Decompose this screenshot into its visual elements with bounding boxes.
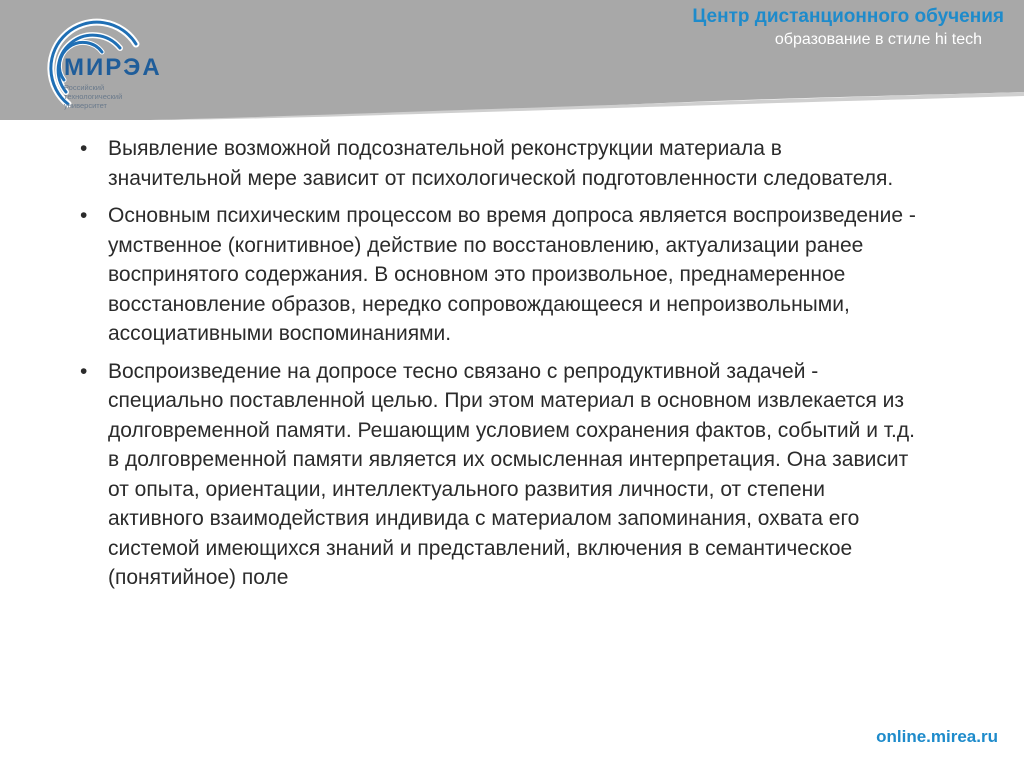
bullet-item — [70, 357, 920, 593]
bullet-item — [70, 201, 920, 349]
bullet-marker: • — [80, 359, 88, 383]
bullet-text: Основным психическим процессом во время допроса является воспроизведение - умственное (когнитивное) действие по восстановлению, актуализации ранее воспринятого содержания. В основном это произвольное, преднамеренное восстановление образов, нередко сопровождающееся и непроизвольными, ассоциативными воспоминаниями. — [108, 204, 916, 345]
bullet-marker: • — [80, 204, 88, 227]
header-banner — [0, 0, 1024, 120]
bullet-text: Воспроизведение на допросе тесно связано с репродуктивной задачей - специально поставленной целью. При этом материал в основном извлекается из долговременной памяти. Решающим условием сохранения фактов, событий и т.д. в долговременной памяти является их осмысленная интерпретация. Она зависит от опыта, ориентации, интеллектуального развития личности, от степени активного взаимодействия индивида с материалом запоминания, охвата его системой имеющихся знаний и представлений, включения в семантическое (понятийное) поле — [108, 359, 915, 589]
logo-wordmark: МИРЭА — [64, 54, 162, 81]
footer-url[interactable]: online.mirea.ru — [876, 727, 998, 746]
bullet-item — [70, 134, 920, 193]
mirea-logo — [6, 4, 176, 116]
bullet-text: Выявление возможной подсознательной реконструкции материала в значительной мере зависит от психологической подготовленности следователя. — [108, 137, 894, 190]
slide-content — [70, 134, 920, 601]
center-title: Центр дистанционного обучения — [692, 6, 1004, 27]
bullet-marker: • — [80, 137, 88, 160]
logo-subtitle: Российский технологический университет — [64, 83, 123, 110]
center-subtitle: образование в стиле hi tech — [774, 31, 982, 48]
